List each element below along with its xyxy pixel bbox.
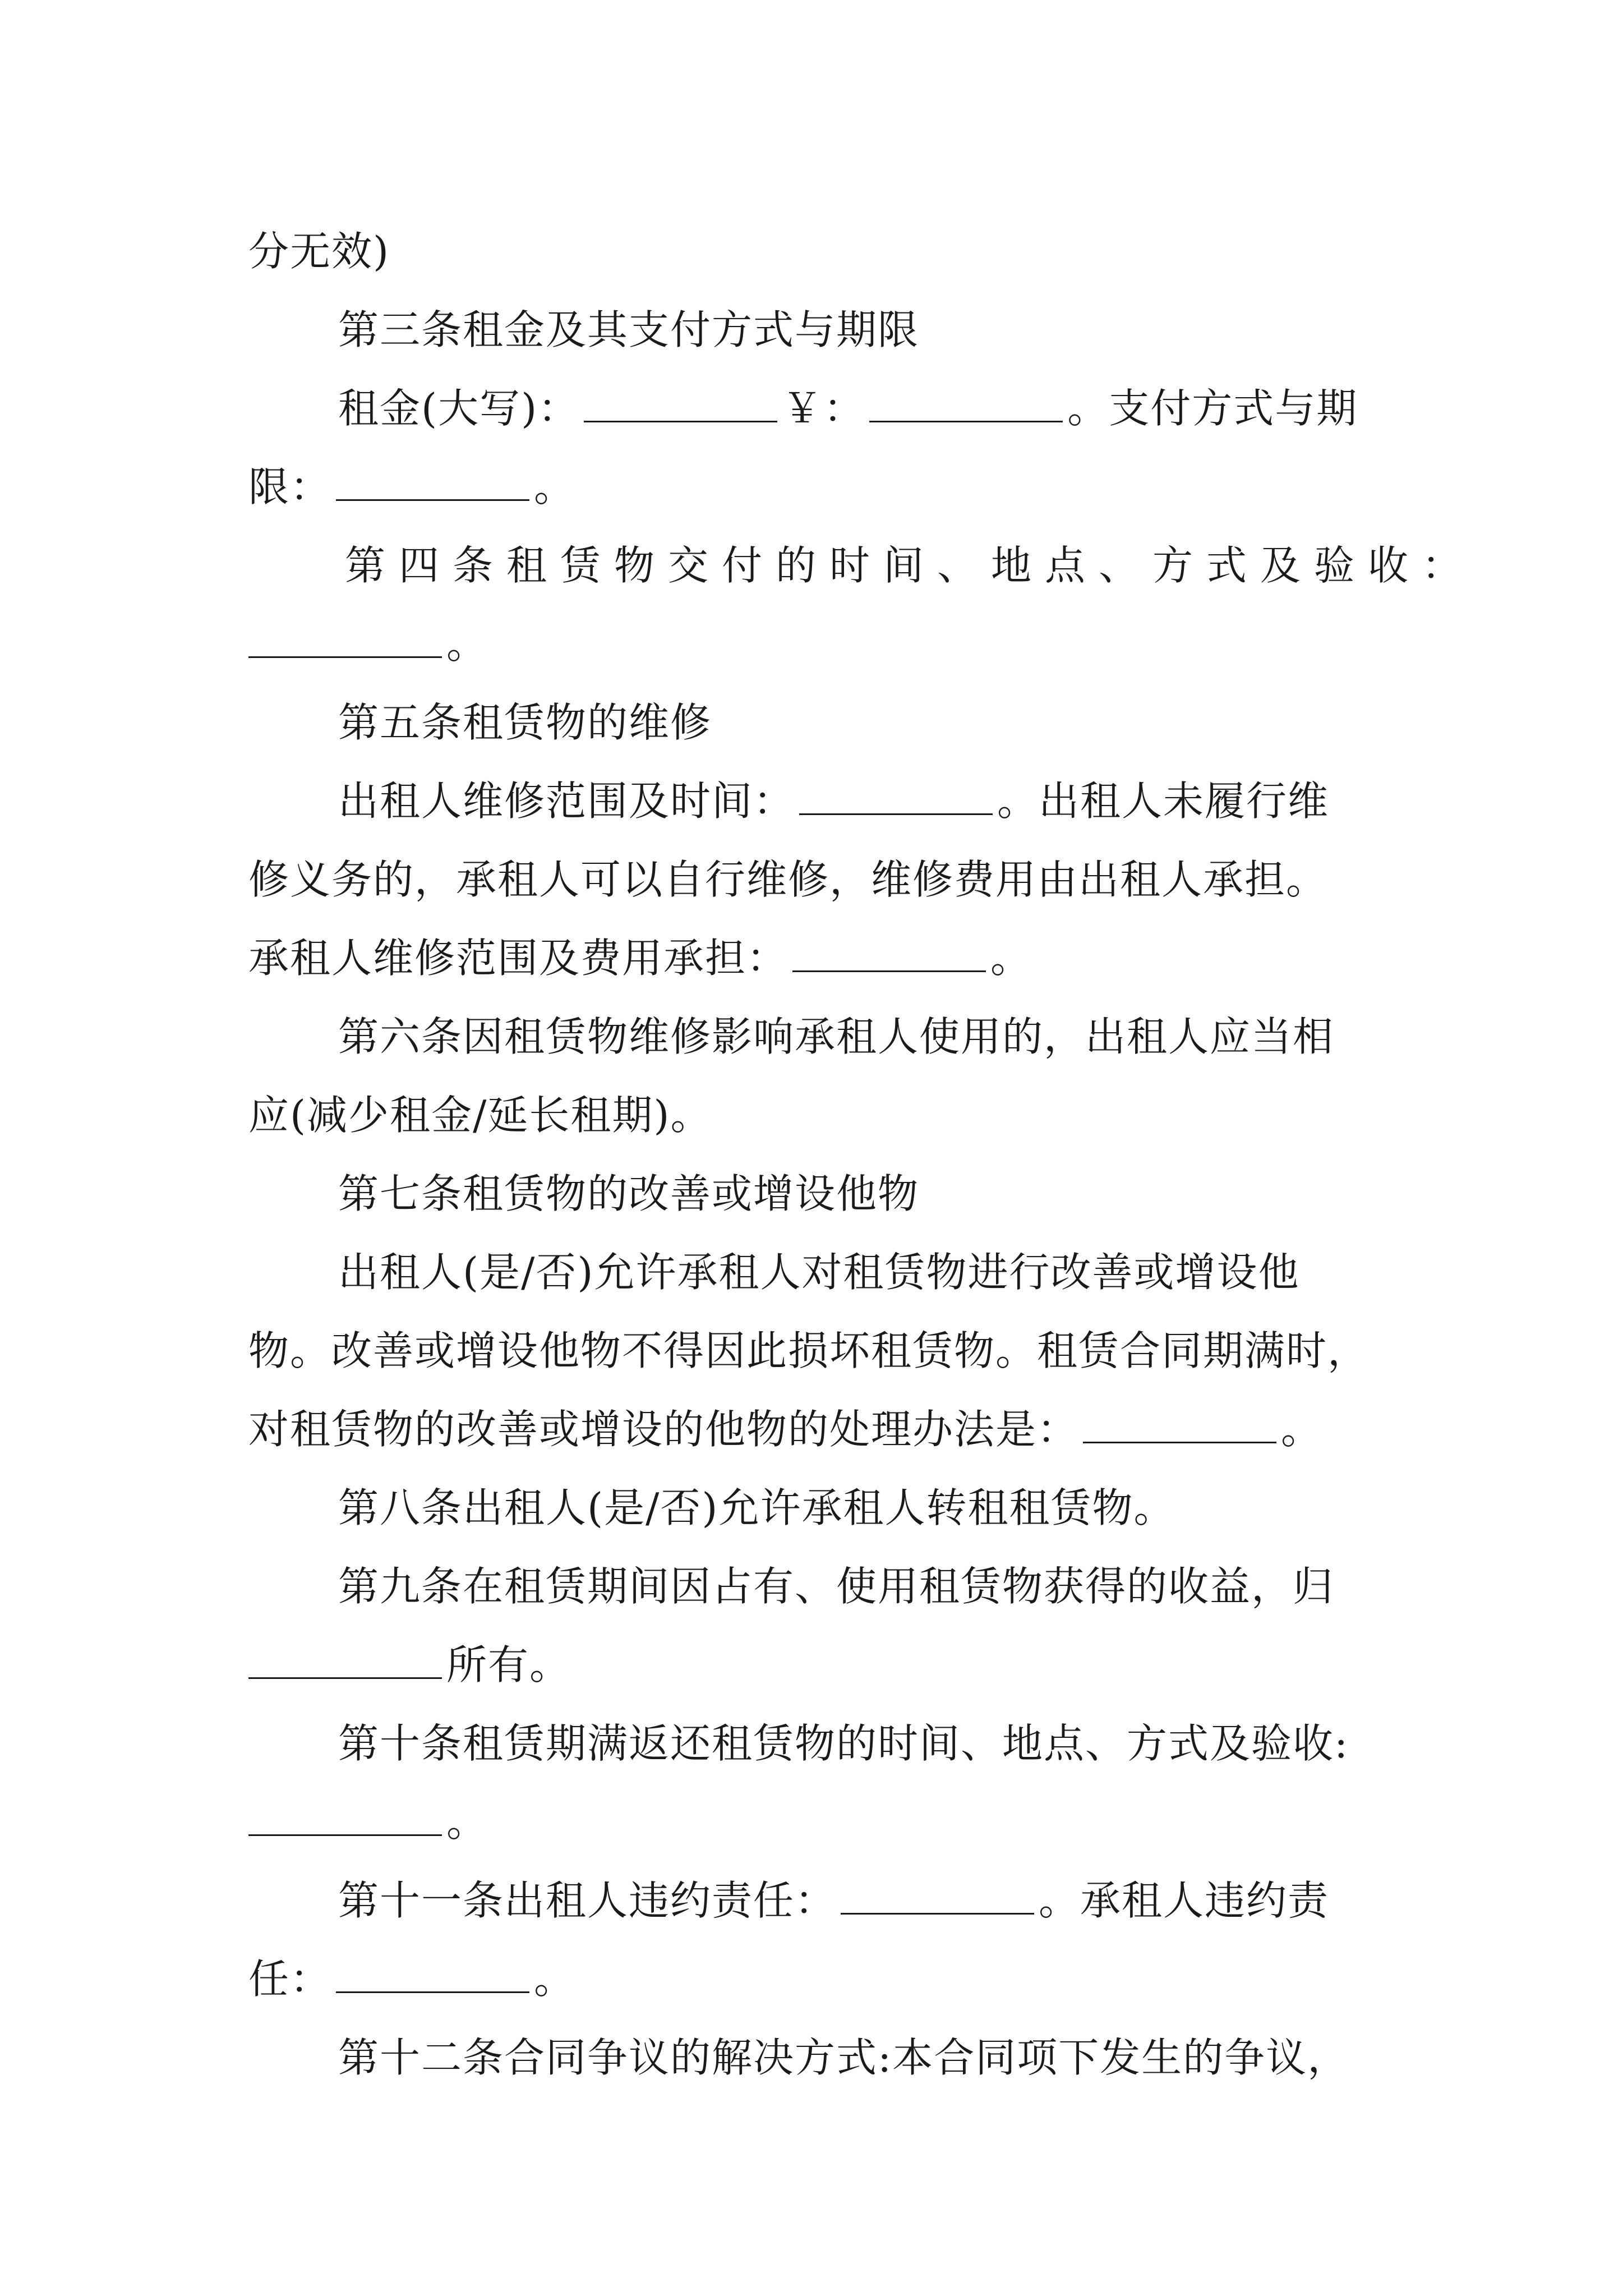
line-text: 第七条租赁物的改善或增设他物 <box>338 1170 920 1217</box>
line-text: 应(减少租金/延长租期)。 <box>248 1092 712 1139</box>
article-9-line <box>248 1547 1401 1626</box>
line-text: 。 <box>446 620 488 668</box>
text-line-15 <box>248 1312 1401 1390</box>
improvement-handling-line <box>248 1390 1401 1469</box>
article-12-line <box>248 2018 1401 2097</box>
line-text: 修义务的，承租人可以自行维修，维修费用由出租人承担。 <box>248 856 1328 903</box>
line-text: 。支付方式与期 <box>1067 385 1358 432</box>
delivery-blank[interactable] <box>248 622 442 658</box>
line-text: 物。改善或增设他物不得因此损坏租赁物。租赁合同期满时， <box>248 1327 1370 1374</box>
rent-uppercase-blank[interactable] <box>584 386 777 422</box>
return-line <box>248 1783 1401 1861</box>
lessee-repair-blank[interactable] <box>792 936 986 972</box>
text-line-12 <box>248 1076 1401 1154</box>
delivery-line <box>248 605 1401 683</box>
article-5-heading <box>248 683 1401 762</box>
line-text: ￥： <box>782 385 865 432</box>
lessee-liability-line <box>248 1940 1401 2018</box>
revenue-owner-blank[interactable] <box>248 1642 442 1679</box>
line-text: 第三条租金及其支付方式与期限 <box>338 306 920 353</box>
line-text: 出租人(是/否)允许承租人对租赁物进行改善或增设他 <box>338 1249 1300 1296</box>
article-4-heading <box>248 526 1476 605</box>
line-text: 出租人维修范围及时间： <box>338 777 795 825</box>
line-text: 。 <box>990 935 1032 982</box>
text-line-1 <box>248 212 1401 291</box>
payment-term-line <box>248 448 1401 526</box>
return-blank[interactable] <box>248 1800 442 1836</box>
text-line-14 <box>248 1233 1401 1312</box>
line-text: 。 <box>534 1955 576 2003</box>
text-line-9 <box>248 840 1401 919</box>
line-text: 分无效) <box>248 228 390 275</box>
line-text: 限： <box>248 463 332 510</box>
line-text: 第八条出租人(是/否)允许承租人转租租赁物。 <box>338 1484 1175 1531</box>
line-text: 第十条租赁期满返还租赁物的时间、地点、方式及验收: <box>338 1720 1349 1767</box>
line-text: 第五条租赁物的维修 <box>338 699 712 746</box>
article-6-line <box>248 997 1401 1076</box>
line-text: 第六条因租赁物维修影响承租人使用的，出租人应当相 <box>338 1013 1335 1060</box>
lessee-liability-blank[interactable] <box>336 1957 529 1993</box>
line-text: 承租人维修范围及费用承担： <box>248 935 789 982</box>
line-text: 所有。 <box>446 1641 571 1688</box>
line-text: 对租赁物的改善或增设的他物的处理办法是： <box>248 1406 1079 1453</box>
line-text: 租金(大写)： <box>338 385 580 432</box>
contract-body <box>248 212 1476 2097</box>
article-8-line <box>248 1469 1401 1547</box>
line-text: 任： <box>248 1955 332 2003</box>
lessor-liability-blank[interactable] <box>841 1878 1034 1915</box>
lessor-repair-line <box>248 762 1401 840</box>
lessee-repair-line <box>248 919 1401 997</box>
article-11-line <box>248 1861 1401 1940</box>
improvement-handling-blank[interactable] <box>1083 1407 1276 1443</box>
line-text: 。 <box>1281 1406 1323 1453</box>
line-text: 。出租人未履行维 <box>997 777 1330 825</box>
line-text: 第十一条出租人违约责任： <box>338 1877 837 1924</box>
revenue-owner-line <box>248 1626 1401 1704</box>
line-text: 。 <box>446 1798 488 1846</box>
line-text: 第九条在租赁期间因占有、使用租赁物获得的收益，归 <box>338 1563 1335 1610</box>
rent-number-blank[interactable] <box>869 386 1063 422</box>
line-text: 。 <box>534 463 576 510</box>
article-7-heading <box>248 1154 1401 1233</box>
rent-amount-line <box>248 369 1401 448</box>
line-text: 第十二条合同争议的解决方式:本合同项下发生的争议， <box>338 2034 1349 2081</box>
line-text: 。承租人违约责 <box>1039 1877 1330 1924</box>
article-3-heading <box>248 291 1401 369</box>
article-10-line <box>248 1704 1401 1783</box>
payment-term-blank[interactable] <box>336 464 529 501</box>
line-text: 第四条租赁物交付的时间、地点、方式及验收： <box>345 542 1476 589</box>
lessor-repair-blank[interactable] <box>799 779 993 815</box>
